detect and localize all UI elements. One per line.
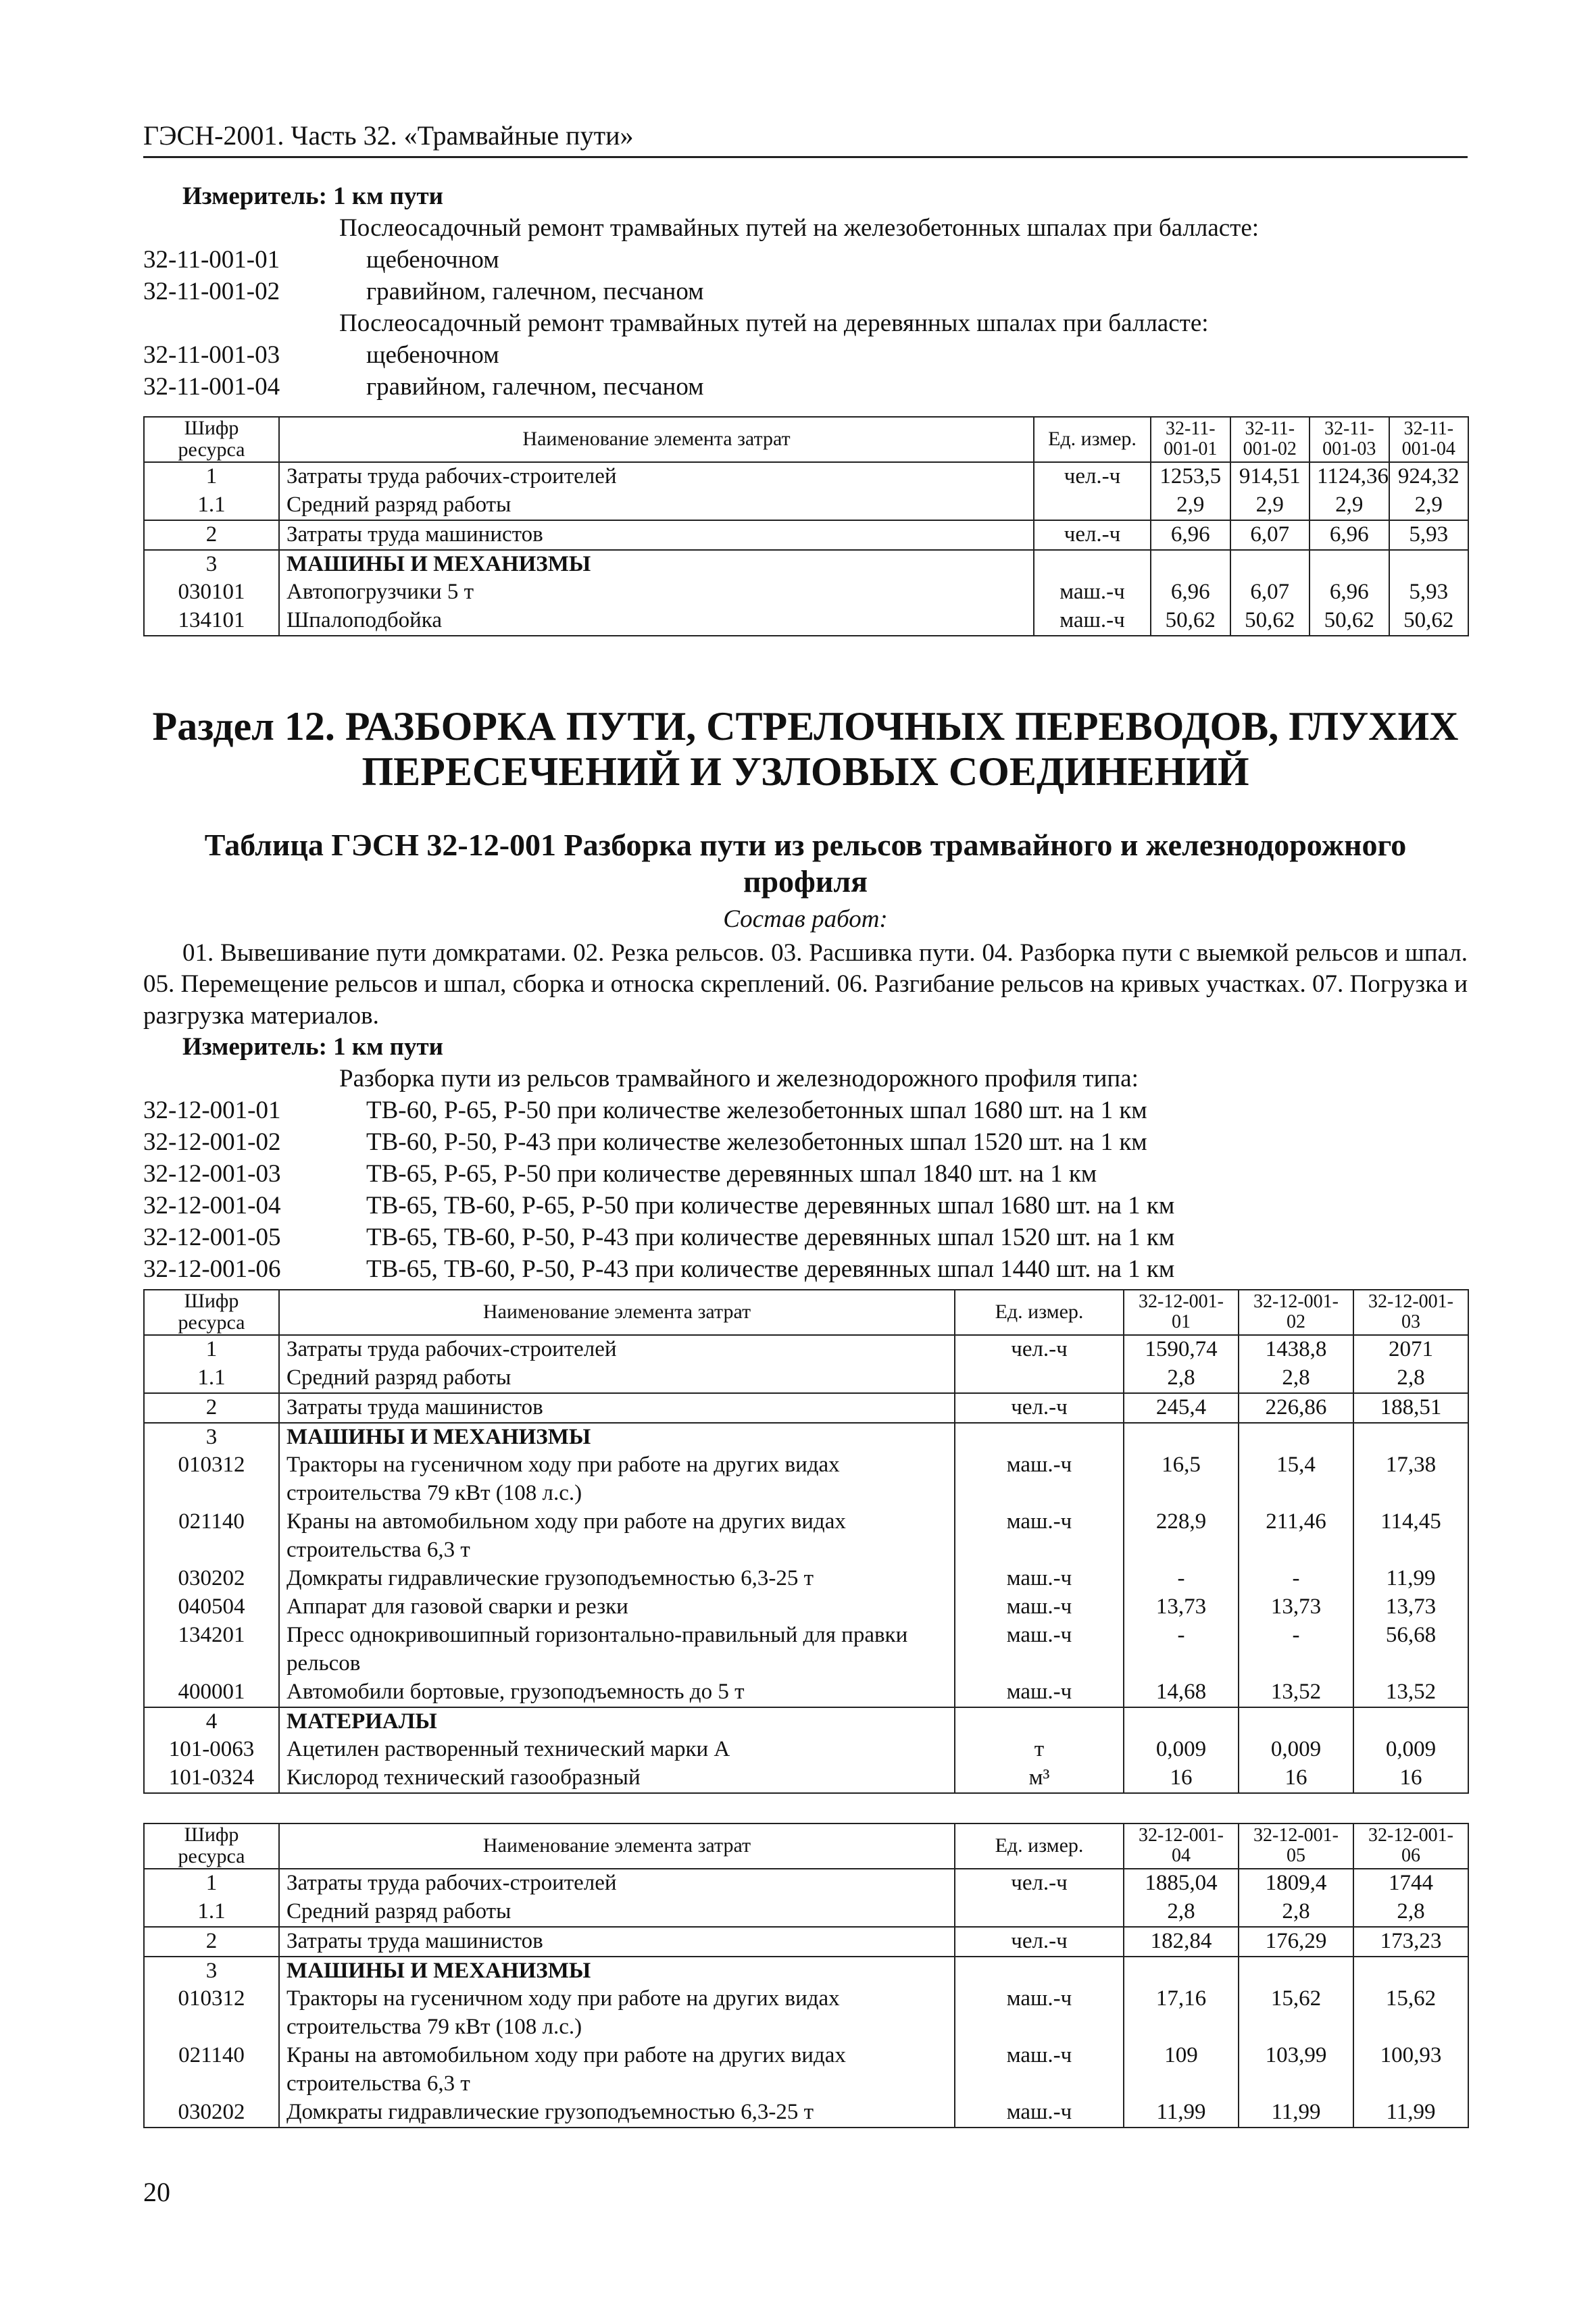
header-code: Шифр ресурса — [144, 1823, 279, 1869]
cell-name: Затраты труда машинистов — [279, 1393, 955, 1423]
header-variant-code: 32-11-001-01 — [1151, 417, 1230, 462]
cell-code: 400001 — [144, 1678, 279, 1707]
cell-unit: чел.-ч — [1034, 462, 1151, 491]
variant-code: 32-11-001-03 — [143, 341, 280, 369]
variant-row — [143, 245, 1468, 276]
cell-value: 11,99 — [1353, 2098, 1468, 2128]
variant-row — [143, 1222, 1468, 1254]
cell-unit: маш.-ч — [955, 1593, 1124, 1621]
cell-value: 0,009 — [1239, 1736, 1353, 1764]
cell-value: 226,86 — [1239, 1393, 1353, 1423]
cell-name: Средний разряд работы — [279, 491, 1034, 520]
cell-code: 040504 — [144, 1593, 279, 1621]
cell-code: 030202 — [144, 1565, 279, 1593]
variant-row — [143, 276, 1468, 308]
cell-unit: чел.-ч — [955, 1335, 1124, 1364]
cell-name: Ацетилен растворенный технический марки А — [279, 1736, 955, 1764]
cell-value: 15,62 — [1353, 1985, 1468, 2042]
cell-value: 245,4 — [1124, 1393, 1239, 1423]
table-row — [144, 1593, 1468, 1621]
cell-name: Средний разряд работы — [279, 1898, 955, 1927]
header-variant-code: 32-12-001-03 — [1353, 1290, 1468, 1335]
cell-name: Автомобили бортовые, грузоподъемность до 5 т — [279, 1678, 955, 1707]
cell-value: 176,29 — [1239, 1927, 1353, 1957]
cell-name: Домкраты гидравлические грузоподъемностью 6,3-25 т — [279, 1565, 955, 1593]
table-row — [144, 607, 1468, 636]
table-header-row — [144, 417, 1468, 462]
cell-code: 030202 — [144, 2098, 279, 2128]
cell-name: Затраты труда рабочих-строителей — [279, 1869, 955, 1898]
cell-name: Шпалоподбойка — [279, 607, 1034, 636]
cell-code: 2 — [144, 520, 279, 550]
cell-code: 3 — [144, 1423, 279, 1452]
table-row — [144, 1335, 1468, 1364]
table-title-line-1: Таблица ГЭСН 32-12-001 Разборка пути из рельсов трамвайного и железнодорожного — [204, 828, 1407, 862]
measure-label: Измеритель: 1 км пути — [182, 1033, 443, 1061]
cell-value: 5,93 — [1389, 578, 1469, 607]
cell-value: 1253,5 — [1151, 462, 1230, 491]
variant-code: 32-11-001-01 — [143, 245, 280, 274]
composition-title: Состав работ: — [723, 905, 888, 933]
cell-value: 2,9 — [1389, 491, 1469, 520]
cell-code: 1 — [144, 1869, 279, 1898]
cell-name: Аппарат для газовой сварки и резки — [279, 1593, 955, 1621]
variant-code: 32-12-001-02 — [143, 1128, 281, 1156]
cell-unit: чел.-ч — [955, 1393, 1124, 1423]
cell-value — [1151, 550, 1230, 579]
cell-unit: маш.-ч — [955, 1621, 1124, 1678]
cell-value: 100,93 — [1353, 2042, 1468, 2098]
header-unit: Ед. измер. — [955, 1290, 1124, 1335]
resource-table-1 — [143, 416, 1469, 636]
variant-row — [143, 372, 1468, 403]
cell-value: 13,73 — [1124, 1593, 1239, 1621]
table-row — [144, 1423, 1468, 1452]
cell-name: Затраты труда машинистов — [279, 520, 1034, 550]
cell-value: 11,99 — [1124, 2098, 1239, 2128]
cell-unit: маш.-ч — [955, 1678, 1124, 1707]
cell-value: 103,99 — [1239, 2042, 1353, 2098]
variant-row — [143, 1127, 1468, 1159]
variant-row — [143, 340, 1468, 372]
variant-group-title: Разборка пути из рельсов трамвайного и железнодорожного профиля типа: — [339, 1064, 1139, 1092]
cell-name: Домкраты гидравлические грузоподъемностью 6,3-25 т — [279, 2098, 955, 2128]
cell-value: 1438,8 — [1239, 1335, 1353, 1364]
cell-value: 13,73 — [1353, 1593, 1468, 1621]
cell-value: - — [1124, 1565, 1239, 1593]
cell-unit — [955, 1898, 1124, 1927]
cell-value: 50,62 — [1310, 607, 1389, 636]
cell-code: 2 — [144, 1927, 279, 1957]
cell-value — [1310, 550, 1389, 579]
cell-value — [1230, 550, 1310, 579]
cell-value: 15,62 — [1239, 1985, 1353, 2042]
cell-unit — [955, 1707, 1124, 1736]
table-row — [144, 1393, 1468, 1423]
cell-code: 134201 — [144, 1621, 279, 1678]
cell-value: 17,38 — [1353, 1451, 1468, 1508]
cell-value: 2,8 — [1353, 1898, 1468, 1927]
table-row — [144, 462, 1468, 491]
cell-name: МАТЕРИАЛЫ — [279, 1707, 955, 1736]
cell-unit: чел.-ч — [955, 1869, 1124, 1898]
cell-value: 2,9 — [1310, 491, 1389, 520]
cell-code: 101-0063 — [144, 1736, 279, 1764]
cell-value: 2071 — [1353, 1335, 1468, 1364]
cell-value — [1124, 1707, 1239, 1736]
table-row — [144, 1985, 1468, 2042]
cell-value: 13,73 — [1239, 1593, 1353, 1621]
header-variant-code: 32-11-001-02 — [1230, 417, 1310, 462]
cell-name: Автопогрузчики 5 т — [279, 578, 1034, 607]
header-unit: Ед. измер. — [1034, 417, 1151, 462]
cell-name: Средний разряд работы — [279, 1364, 955, 1393]
header-variant-code: 32-12-001-05 — [1239, 1823, 1353, 1869]
table-header-row — [144, 1823, 1468, 1869]
variant-code: 32-12-001-06 — [143, 1255, 281, 1283]
table-row — [144, 1364, 1468, 1393]
cell-unit — [955, 1364, 1124, 1393]
header-variant-code: 32-12-001-02 — [1239, 1290, 1353, 1335]
table-header-row — [144, 1290, 1468, 1335]
cell-value: 924,32 — [1389, 462, 1469, 491]
measure-block-2 — [143, 1032, 1468, 1286]
cell-value: 182,84 — [1124, 1927, 1239, 1957]
variant-row — [143, 1190, 1468, 1222]
cell-unit: маш.-ч — [955, 1451, 1124, 1508]
cell-value — [1239, 1707, 1353, 1736]
cell-code: 2 — [144, 1393, 279, 1423]
variant-description: ТВ-65, ТВ-60, Р-50, Р-43 при количестве деревянных шпал 1520 шт. на 1 км — [366, 1223, 1175, 1251]
variant-list — [143, 1063, 1468, 1286]
cell-value: 17,16 — [1124, 1985, 1239, 2042]
cell-value: 2,8 — [1239, 1898, 1353, 1927]
cell-value: - — [1124, 1621, 1239, 1678]
cell-value: 2,9 — [1230, 491, 1310, 520]
cell-value — [1124, 1957, 1239, 1986]
table-row — [144, 1764, 1468, 1793]
cell-name: Пресс однокривошипный горизонтально-правильный для правки рельсов — [279, 1621, 955, 1678]
cell-unit: маш.-ч — [955, 1508, 1124, 1565]
cell-code: 1.1 — [144, 1898, 279, 1927]
cell-value: 6,96 — [1151, 520, 1230, 550]
cell-code: 021140 — [144, 2042, 279, 2098]
cell-value: 6,96 — [1310, 578, 1389, 607]
header-variant-code: 32-12-001-06 — [1353, 1823, 1468, 1869]
header-name: Наименование элемента затрат — [279, 1823, 955, 1869]
table-row — [144, 2098, 1468, 2128]
variant-code: 32-12-001-01 — [143, 1096, 281, 1124]
cell-value: 1885,04 — [1124, 1869, 1239, 1898]
table-row — [144, 1707, 1468, 1736]
cell-value — [1353, 1957, 1468, 1986]
variant-description: гравийном, галечном, песчаном — [366, 277, 704, 305]
cell-value: 114,45 — [1353, 1508, 1468, 1565]
cell-value: 6,07 — [1230, 520, 1310, 550]
cell-value: 1744 — [1353, 1869, 1468, 1898]
cell-value: 109 — [1124, 2042, 1239, 2098]
header-name: Наименование элемента затрат — [279, 417, 1034, 462]
cell-code: 1 — [144, 462, 279, 491]
cell-unit: маш.-ч — [955, 1985, 1124, 2042]
cell-value: 56,68 — [1353, 1621, 1468, 1678]
table-row — [144, 1621, 1468, 1678]
cell-value: 188,51 — [1353, 1393, 1468, 1423]
cell-value: 13,52 — [1239, 1678, 1353, 1707]
cell-unit: маш.-ч — [955, 1565, 1124, 1593]
header-variant-code: 32-11-001-03 — [1310, 417, 1389, 462]
table-title-line-2: профиля — [743, 864, 868, 899]
cell-code: 1.1 — [144, 1364, 279, 1393]
variant-row — [143, 1254, 1468, 1286]
page-number: 20 — [143, 2177, 170, 2207]
cell-value: 11,99 — [1239, 2098, 1353, 2128]
cell-value — [1124, 1423, 1239, 1452]
cell-unit: маш.-ч — [1034, 607, 1151, 636]
cell-name: Затраты труда рабочих-строителей — [279, 462, 1034, 491]
header-code: Шифр ресурса — [144, 1290, 279, 1335]
table-row — [144, 578, 1468, 607]
cell-value: 50,62 — [1389, 607, 1469, 636]
section-title — [143, 704, 1468, 795]
table-row — [144, 1451, 1468, 1508]
table-row — [144, 520, 1468, 550]
variant-description: гравийном, галечном, песчаном — [366, 372, 704, 401]
header-unit: Ед. измер. — [955, 1823, 1124, 1869]
table-row — [144, 1869, 1468, 1898]
cell-unit — [1034, 491, 1151, 520]
cell-value: 0,009 — [1124, 1736, 1239, 1764]
variant-code: 32-12-001-05 — [143, 1223, 281, 1251]
table-row — [144, 1736, 1468, 1764]
section-title-line-1: Раздел 12. РАЗБОРКА ПУТИ, СТРЕЛОЧНЫХ ПЕРЕВОДОВ, ГЛУХИХ — [152, 704, 1459, 749]
variant-code: 32-11-001-04 — [143, 372, 280, 401]
cell-unit — [955, 1423, 1124, 1452]
cell-code: 101-0324 — [144, 1764, 279, 1793]
cell-unit — [1034, 550, 1151, 579]
resource-table-2 — [143, 1289, 1469, 1794]
cell-code: 134101 — [144, 607, 279, 636]
variant-description: ТВ-65, ТВ-60, Р-50, Р-43 при количестве деревянных шпал 1440 шт. на 1 км — [366, 1255, 1175, 1283]
table-title — [143, 827, 1468, 901]
cell-name: МАШИНЫ И МЕХАНИЗМЫ — [279, 550, 1034, 579]
cell-value: 1124,36 — [1310, 462, 1389, 491]
cell-value: 2,8 — [1124, 1898, 1239, 1927]
table-row — [144, 1508, 1468, 1565]
variant-code: 32-11-001-02 — [143, 277, 280, 305]
cell-code: 010312 — [144, 1451, 279, 1508]
cell-code: 1.1 — [144, 491, 279, 520]
cell-name: Краны на автомобильном ходу при работе на других видах строительства 6,3 т — [279, 2042, 955, 2098]
variant-description: ТВ-65, Р-65, Р-50 при количестве деревянных шпал 1840 шт. на 1 км — [366, 1159, 1097, 1188]
cell-code: 1 — [144, 1335, 279, 1364]
cell-value: 50,62 — [1230, 607, 1310, 636]
variant-row — [143, 1095, 1468, 1127]
cell-unit: маш.-ч — [1034, 578, 1151, 607]
cell-name: Затраты труда машинистов — [279, 1927, 955, 1957]
table-row — [144, 2042, 1468, 2098]
variant-code: 32-12-001-03 — [143, 1159, 281, 1188]
cell-name: МАШИНЫ И МЕХАНИЗМЫ — [279, 1957, 955, 1986]
measure-label: Измеритель: 1 км пути — [182, 182, 443, 210]
cell-value: 13,52 — [1353, 1678, 1468, 1707]
header-variant-code: 32-12-001-01 — [1124, 1290, 1239, 1335]
cell-value: 6,07 — [1230, 578, 1310, 607]
cell-name: Краны на автомобильном ходу при работе на других видах строительства 6,3 т — [279, 1508, 955, 1565]
cell-code: 021140 — [144, 1508, 279, 1565]
cell-code: 3 — [144, 550, 279, 579]
cell-value: 173,23 — [1353, 1927, 1468, 1957]
cell-value: 2,9 — [1151, 491, 1230, 520]
variant-code: 32-12-001-04 — [143, 1191, 281, 1219]
cell-value: 914,51 — [1230, 462, 1310, 491]
table-row — [144, 550, 1468, 579]
cell-unit: маш.-ч — [955, 2098, 1124, 2128]
table-row — [144, 491, 1468, 520]
table-row — [144, 1957, 1468, 1986]
cell-value: 16 — [1353, 1764, 1468, 1793]
cell-value: 6,96 — [1310, 520, 1389, 550]
cell-code: 030101 — [144, 578, 279, 607]
cell-unit — [955, 1957, 1124, 1986]
cell-value: 14,68 — [1124, 1678, 1239, 1707]
cell-name: Кислород технический газообразный — [279, 1764, 955, 1793]
header-code: Шифр ресурса — [144, 417, 279, 462]
cell-value: 6,96 — [1151, 578, 1230, 607]
cell-name: Тракторы на гусеничном ходу при работе на других видах строительства 79 кВт (108 л.с.) — [279, 1451, 955, 1508]
table-row — [144, 1898, 1468, 1927]
variant-list — [143, 213, 1468, 403]
variant-row — [143, 1159, 1468, 1190]
cell-value: 16 — [1239, 1764, 1353, 1793]
cell-name: Затраты труда рабочих-строителей — [279, 1335, 955, 1364]
cell-unit: чел.-ч — [955, 1927, 1124, 1957]
cell-value — [1389, 550, 1469, 579]
variant-group-title: Послеосадочный ремонт трамвайных путей на деревянных шпалах при балласте: — [339, 309, 1209, 337]
running-header: ГЭСН-2001. Часть 32. «Трамвайные пути» — [143, 119, 1468, 158]
variant-description: ТВ-65, ТВ-60, Р-65, Р-50 при количестве деревянных шпал 1680 шт. на 1 км — [366, 1191, 1175, 1219]
cell-value: 2,8 — [1124, 1364, 1239, 1393]
variant-description: ТВ-60, Р-65, Р-50 при количестве железобетонных шпал 1680 шт. на 1 км — [366, 1096, 1147, 1124]
cell-code: 4 — [144, 1707, 279, 1736]
cell-code: 010312 — [144, 1985, 279, 2042]
section-title-line-2: ПЕРЕСЕЧЕНИЙ И УЗЛОВЫХ СОЕДИНЕНИЙ — [361, 749, 1249, 795]
variant-group-title: Послеосадочный ремонт трамвайных путей на железобетонных шпалах при балласте: — [339, 213, 1260, 242]
cell-value: 211,46 — [1239, 1508, 1353, 1565]
cell-value — [1239, 1423, 1353, 1452]
header-variant-code: 32-12-001-04 — [1124, 1823, 1239, 1869]
header-variant-code: 32-11-001-04 — [1389, 417, 1469, 462]
table-row — [144, 1565, 1468, 1593]
cell-value: 2,8 — [1353, 1364, 1468, 1393]
header-name: Наименование элемента затрат — [279, 1290, 955, 1335]
table-row — [144, 1927, 1468, 1957]
cell-value: 1590,74 — [1124, 1335, 1239, 1364]
cell-value — [1239, 1957, 1353, 1986]
cell-unit: маш.-ч — [955, 2042, 1124, 2098]
cell-value: 2,8 — [1239, 1364, 1353, 1393]
variant-description: щебеночном — [366, 245, 499, 274]
cell-unit: м³ — [955, 1764, 1124, 1793]
cell-value: 5,93 — [1389, 520, 1469, 550]
cell-unit: т — [955, 1736, 1124, 1764]
cell-value: 0,009 — [1353, 1736, 1468, 1764]
cell-value: 16,5 — [1124, 1451, 1239, 1508]
cell-value: 15,4 — [1239, 1451, 1353, 1508]
cell-code: 3 — [144, 1957, 279, 1986]
variant-description: ТВ-60, Р-50, Р-43 при количестве железобетонных шпал 1520 шт. на 1 км — [366, 1128, 1147, 1156]
cell-value — [1353, 1707, 1468, 1736]
measure-block-1 — [143, 181, 1468, 403]
cell-value — [1353, 1423, 1468, 1452]
cell-value: 11,99 — [1353, 1565, 1468, 1593]
table-row — [144, 1678, 1468, 1707]
cell-value: 1809,4 — [1239, 1869, 1353, 1898]
cell-unit: чел.-ч — [1034, 520, 1151, 550]
resource-table-3 — [143, 1823, 1469, 2128]
cell-name: Тракторы на гусеничном ходу при работе на других видах строительства 79 кВт (108 л.с.) — [279, 1985, 955, 2042]
cell-name: МАШИНЫ И МЕХАНИЗМЫ — [279, 1423, 955, 1452]
cell-value: 50,62 — [1151, 607, 1230, 636]
variant-description: щебеночном — [366, 341, 499, 369]
composition-text: 01. Вывешивание пути домкратами. 02. Резка рельсов. 03. Расшивка пути. 04. Разборка пути с выемкой рельсов и шпал. 05. Перемещение рельсов и шпал, сборка и относка скреплений. 06. Разгибание рельсов на кривых участках. 07. Погрузка и разгрузка материалов. — [143, 939, 1468, 1030]
cell-value: - — [1239, 1565, 1353, 1593]
cell-value: - — [1239, 1621, 1353, 1678]
cell-value: 16 — [1124, 1764, 1239, 1793]
cell-value: 228,9 — [1124, 1508, 1239, 1565]
